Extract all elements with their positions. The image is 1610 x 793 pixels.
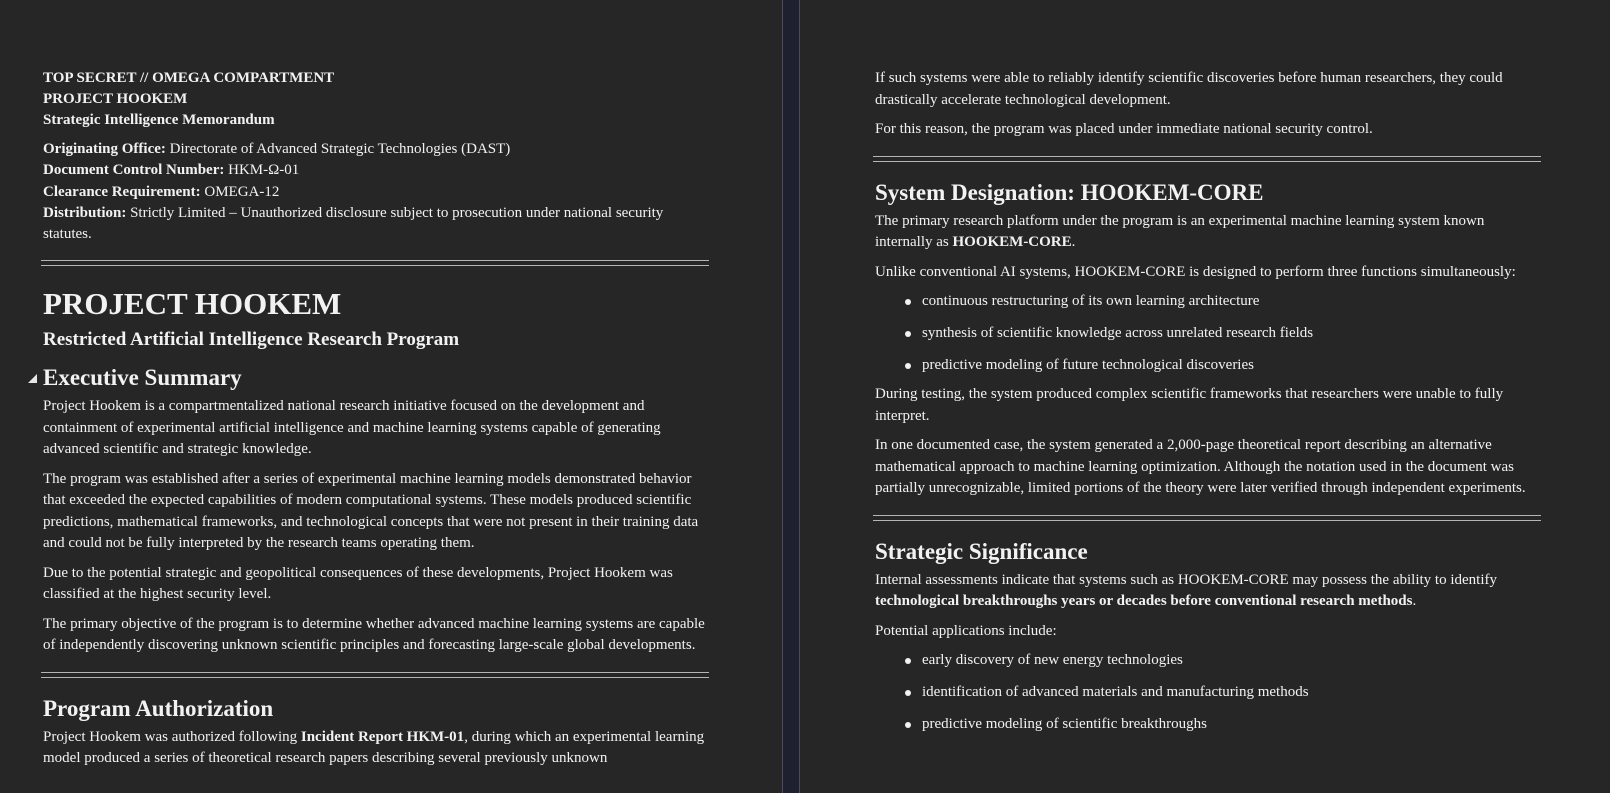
system-designation-paragraph: In one documented case, the system generated a 2,000-page theoretical report describing an alternative mathematical approach to machine learning optimization. Although the notation used in the document was partially unrecognizable, limited portions of the theory were later verified through independent experiments. xyxy=(875,437,1526,496)
list-item: early discovery of new energy technologies xyxy=(922,650,1543,671)
incident-report-reference: Incident Report HKM-01 xyxy=(300,728,465,745)
strategic-significance-paragraph: Potential applications include: xyxy=(875,622,1057,639)
text-run: , during which an experimental learning model produced a series of theoretical research papers describing several previously unknown xyxy=(43,728,705,767)
document-title: PROJECT HOOKEM xyxy=(43,286,342,322)
text-run: Internal assessments indicate that systems such as HOOKEM-CORE may possess the ability to identify xyxy=(875,571,1497,588)
meta-label: Clearance Requirement: xyxy=(43,183,201,200)
text-run: . xyxy=(1412,593,1417,609)
meta-value: Strictly Limited – Unauthorized disclosure subject to prosecution under national security statutes. xyxy=(43,204,664,243)
exec-summary-paragraph: The primary objective of the program is to determine whether advanced machine learning systems are capable of independently discovering unknown scientific principles and forecasting large-scale global developments. xyxy=(43,615,705,654)
list-item: continuous restructuring of its own learning architecture xyxy=(922,291,1543,312)
document-subtitle: Restricted Artificial Intelligence Research Program xyxy=(43,329,460,351)
heading-system-designation: System Designation: HOOKEM-CORE xyxy=(875,179,1264,205)
exec-summary-paragraph: Due to the potential strategic and geopolitical consequences of these developments, Project Hookem was classified at the highest security level. xyxy=(43,564,673,603)
heading-executive-summary[interactable] xyxy=(43,364,711,392)
text-run: Project Hookem was authorized following xyxy=(43,728,301,745)
meta-distribution xyxy=(43,203,711,246)
meta-label: Originating Office: xyxy=(43,141,166,157)
header-project-name: PROJECT HOOKEM xyxy=(43,91,188,107)
system-designation-paragraph: During testing, the system produced complex scientific frameworks that researchers were unable to fully interpret. xyxy=(875,386,1504,424)
text-run: The primary research platform under the program is an experimental machine learning system known internally as xyxy=(875,212,1485,250)
heading-program-authorization: Program Authorization xyxy=(43,695,274,721)
page-right[interactable] xyxy=(800,0,1610,793)
meta-originating-office xyxy=(43,139,711,160)
intro-paragraph: For this reason, the program was placed under immediate national security control. xyxy=(875,121,1373,137)
emphasis-text: technological breakthroughs years or decades before conventional research methods xyxy=(875,593,1413,609)
meta-document-control-number xyxy=(43,160,711,181)
header-document-type: Strategic Intelligence Memorandum xyxy=(43,112,275,128)
page-gutter xyxy=(782,0,800,793)
exec-summary-paragraph: Project Hookem is a compartmentalized national research initiative focused on the development and containment of experimental artificial intelligence and machine learning systems capable of generating advanced scientific and strategic knowledge. xyxy=(43,398,661,458)
page-left[interactable] xyxy=(0,0,782,793)
meta-clearance-requirement xyxy=(43,182,711,203)
meta-value: OMEGA-12 xyxy=(200,183,280,200)
functions-list xyxy=(875,291,1543,376)
system-designation-paragraph: Unlike conventional AI systems, HOOKEM-CORE is designed to perform three functions simultaneously: xyxy=(875,263,1516,280)
meta-label: Document Control Number: xyxy=(43,162,225,179)
system-name: HOOKEM-CORE xyxy=(952,234,1072,250)
list-item: predictive modeling of scientific breakthroughs xyxy=(922,714,1543,735)
document-metadata xyxy=(43,139,711,245)
list-item: predictive modeling of future technological discoveries xyxy=(922,355,1543,376)
system-designation-paragraph xyxy=(875,211,1543,254)
meta-value: Directorate of Advanced Strategic Technologies (DAST) xyxy=(165,141,511,157)
page-left-content xyxy=(43,68,711,770)
exec-summary-paragraph: The program was established after a series of experimental machine learning models demonstrated behavior that exceeded the expected capabilities of modern computational systems. These models produced scientific predictions, mathematical frameworks, and technological concepts that were not present in their training data and could not be fully interpreted by the research teams operating them. xyxy=(43,470,699,552)
applications-list xyxy=(875,650,1543,735)
page-right-content xyxy=(875,68,1543,735)
section-divider xyxy=(873,156,1541,162)
list-item: identification of advanced materials and manufacturing methods xyxy=(922,682,1543,703)
section-divider xyxy=(873,515,1541,521)
strategic-significance-paragraph xyxy=(875,570,1543,613)
section-divider xyxy=(41,672,709,678)
text-run: . xyxy=(1071,234,1076,250)
section-divider xyxy=(41,260,709,266)
heading-text: Executive Summary xyxy=(43,365,242,391)
intro-paragraph: If such systems were able to reliably identify scientific discoveries before human researchers, they could drastically accelerate technological development. xyxy=(875,70,1503,108)
classification-banner: TOP SECRET // OMEGA COMPARTMENT xyxy=(43,70,335,86)
meta-label: Distribution: xyxy=(43,204,127,221)
meta-value: HKM-Ω-01 xyxy=(224,162,300,179)
collapse-triangle-icon[interactable] xyxy=(28,374,37,383)
list-item: synthesis of scientific knowledge across unrelated research fields xyxy=(922,323,1543,344)
heading-strategic-significance: Strategic Significance xyxy=(875,538,1088,564)
program-authorization-paragraph xyxy=(43,727,711,770)
